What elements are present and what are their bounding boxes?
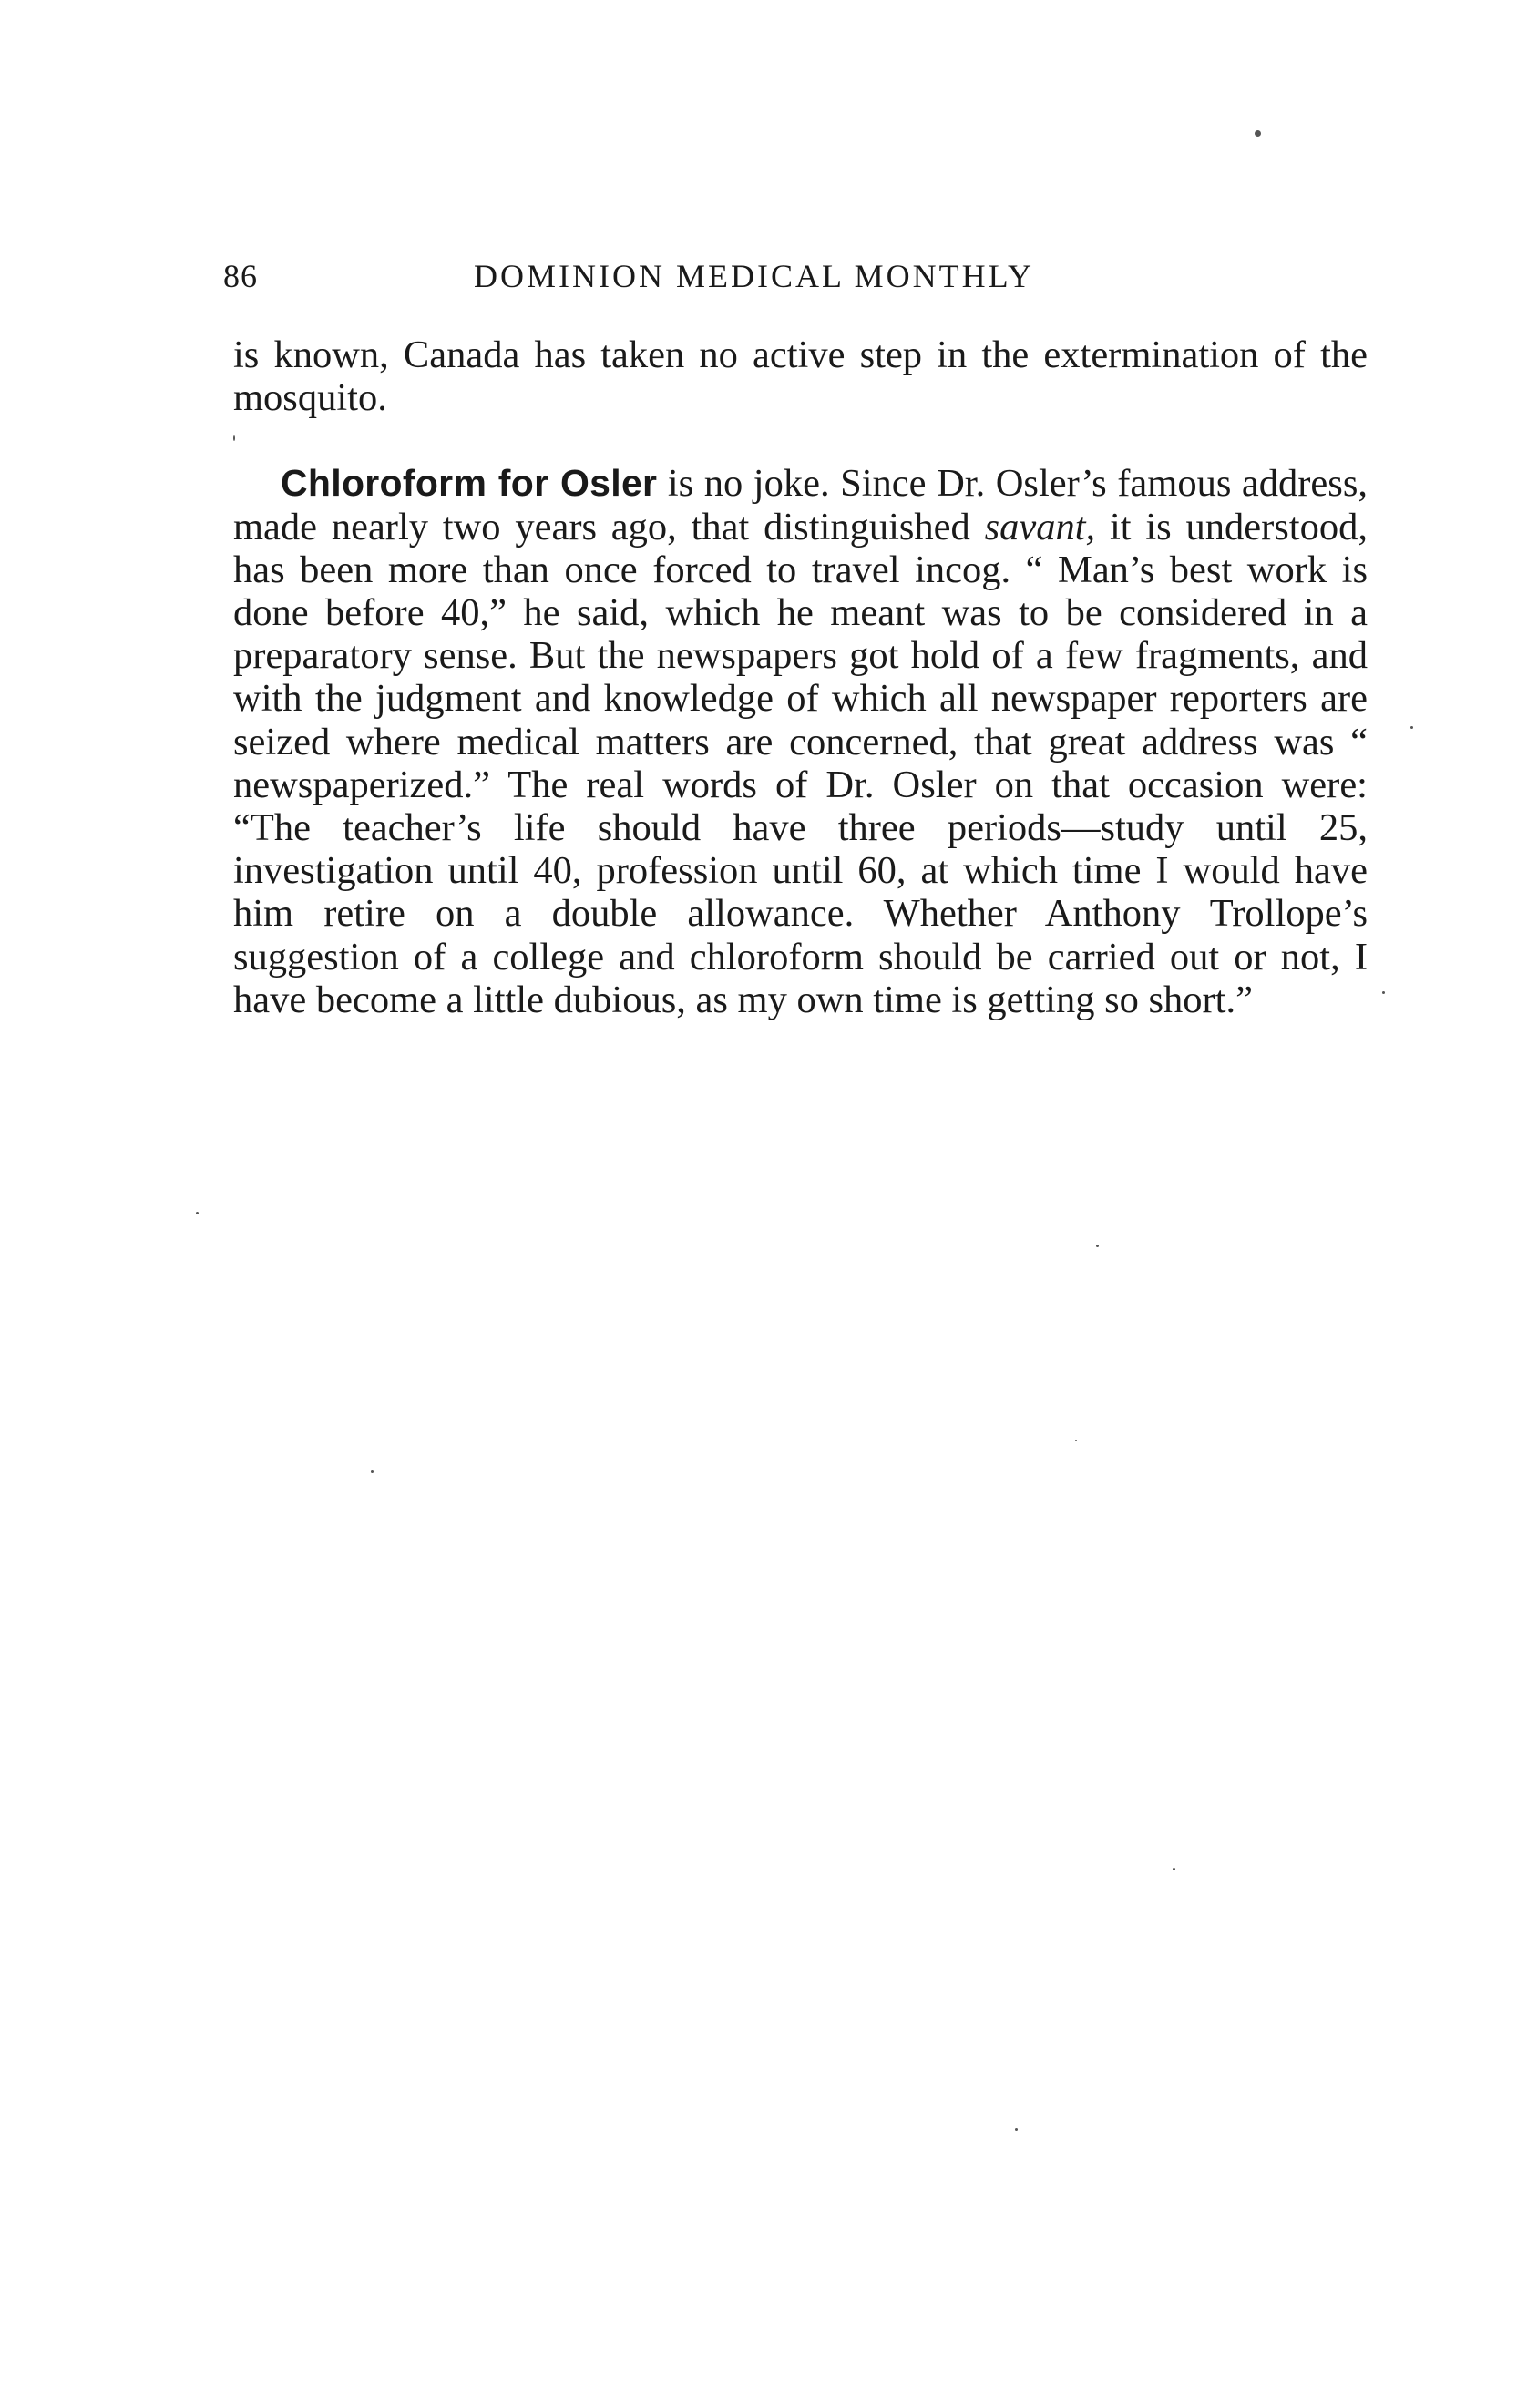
paragraph-text-part-a: is no joke. Since Dr. Osler’s famous address, made nearly two years ago, that distinguished	[233, 462, 1368, 548]
scan-speck	[1015, 2128, 1018, 2131]
scan-speck	[1075, 1440, 1077, 1441]
paragraph-chloroform-for-osler	[233, 462, 1368, 1021]
scan-speck	[1410, 726, 1413, 729]
paragraph-text-part-b: it is understood, has been more than once forced to travel incog. “ Man’s best work is done before 40,” he said, which he meant was to be considered in a preparatory sense. But the newspapers got hold of a few fragments, and with the judgment and knowledge of which all newspaper reporters are seized where medical matters are concerned, that great address was “ newspaperized.” The real words of Dr. Osler on that occasion were: “The teacher’s life should have three periods—study until 25, investigation until 40, profession until 60, at which time I would have him retire on a double allowance. Whether Anthony Trollope’s suggestion of a college and chloroform should be carried out or not, I have become a little dubious, as my own time is getting so short.”	[233, 505, 1368, 1021]
running-header	[223, 257, 1116, 297]
journal-title: DOMINION MEDICAL MONTHLY	[474, 258, 1035, 294]
scan-speck	[1173, 1868, 1175, 1870]
scan-speck	[1255, 130, 1261, 137]
scan-speck	[371, 1470, 374, 1473]
article-body	[233, 333, 1368, 1021]
scan-speck	[1382, 991, 1385, 994]
paragraph-mosquito: is known, Canada has taken no active step in the extermination of the mosquito.	[233, 333, 1368, 420]
scan-speck	[196, 1212, 199, 1214]
scan-speck	[233, 435, 235, 441]
page-number: 86	[223, 258, 258, 294]
run-in-heading: Chloroform for Osler	[281, 462, 658, 505]
scan-speck	[1096, 1245, 1099, 1247]
italic-term: savant,	[984, 505, 1096, 548]
